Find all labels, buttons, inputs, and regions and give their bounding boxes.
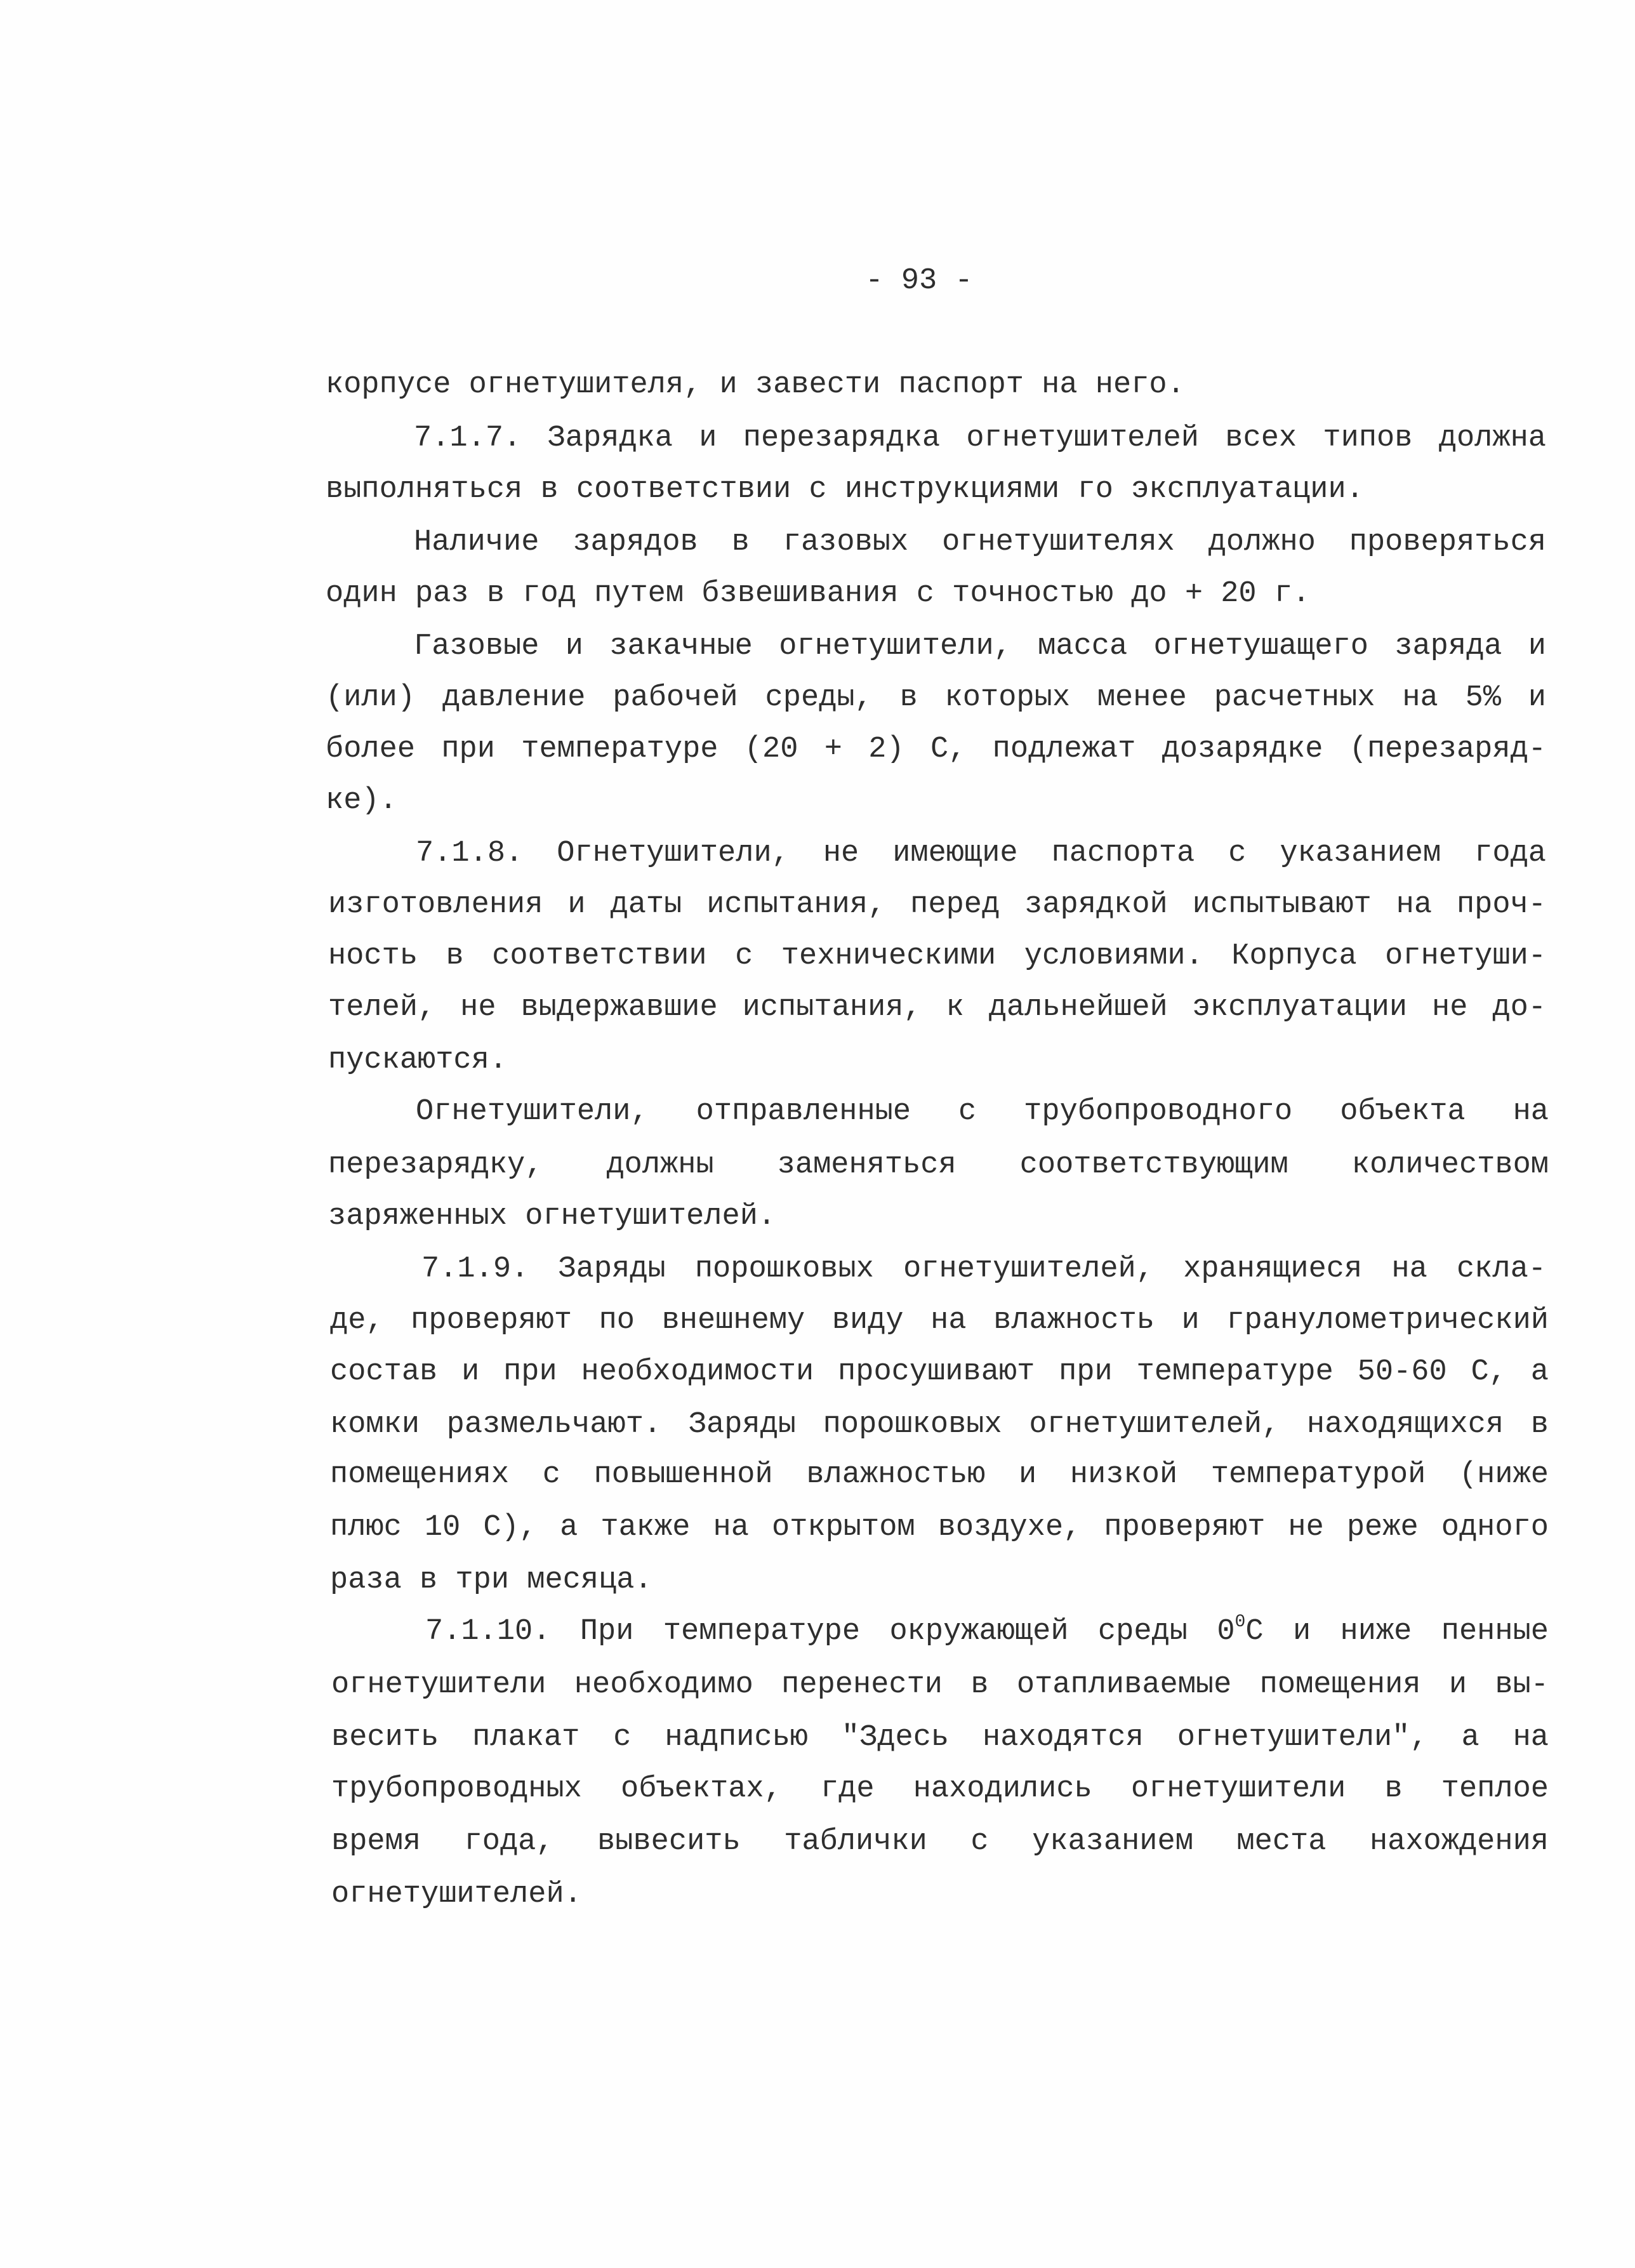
text-line: [425, 1614, 1549, 1650]
text-line: весить плакат с надписью "Здесь находятся огнетушители", а на: [331, 1721, 1549, 1754]
text-line: де, проверяют по внешнему виду на влажность и гранулометрический: [330, 1304, 1549, 1337]
text-line: выполняться в соответствии с инструкциями го эксплуатации.: [326, 473, 1364, 507]
text-line: состав и при необходимости просушивают при температуре 50-60 С, а: [330, 1355, 1549, 1389]
text-line: перезарядку, должны заменяться соответствующим количеством: [328, 1148, 1549, 1182]
text-line: ность в соответствии с техническими условиями. Корпуса огнетуши-: [328, 939, 1546, 973]
text-line: пускаются.: [328, 1044, 508, 1077]
text-line: Огнетушители, отправленные с трубопроводного объекта на: [416, 1095, 1549, 1129]
text-line: один раз в год путем бзвешивания с точностью до + 20 г.: [326, 577, 1311, 611]
text-line: Газовые и закачные огнетушители, масса огнетушащего заряда и: [414, 630, 1546, 663]
text-line: 7.1.7. Зарядка и перезарядка огнетушителей всех типов должна: [414, 421, 1546, 455]
page-number: - 93 -: [865, 264, 973, 298]
text-line: телей, не выдержавшие испытания, к дальнейшей эксплуатации не до-: [328, 991, 1546, 1025]
degree-superscript: 0: [1235, 1612, 1246, 1632]
text-line: огнетушители необходимо перенести в отапливаемые помещения и вы-: [331, 1668, 1549, 1702]
text-line: Наличие зарядов в газовых огнетушителях должно проверяться: [414, 526, 1546, 559]
text-line: 7.1.9. Заряды порошковых огнетушителей, хранящиеся на скла-: [421, 1252, 1546, 1286]
text-line: помещениях с повышенной влажностью и низкой температурой (ниже: [330, 1458, 1549, 1492]
text-line: комки размельчают. Заряды порошковых огнетушителей, находящихся в: [330, 1408, 1549, 1442]
text-line: время года, вывесить таблички с указанием места нахождения: [331, 1825, 1549, 1859]
text-line: (или) давление рабочей среды, в которых менее расчетных на 5% и: [326, 681, 1546, 715]
text-line: огнетушителей.: [331, 1878, 582, 1911]
text-segment: 7.1.10. При температуре окружающей среды 0: [425, 1615, 1235, 1648]
text-line: 7.1.8. Огнетушители, не имеющие паспорта с указанием года: [416, 837, 1546, 870]
text-line: раза в три месяца.: [330, 1563, 652, 1597]
text-line: ке).: [326, 784, 397, 818]
text-line: плюс 10 С), а также на открытом воздухе, проверяют не реже одного: [330, 1511, 1549, 1544]
text-line: более при температуре (20 + 2) С, подлежат дозарядке (перезаряд-: [326, 733, 1546, 766]
text-segment: С и ниже пенные: [1245, 1615, 1549, 1648]
text-line: трубопроводных объектах, где находились огнетушители в теплое: [331, 1772, 1549, 1806]
text-line: корпусе огнетушителя, и завести паспорт на него.: [326, 368, 1185, 402]
text-line: изготовления и даты испытания, перед зарядкой испытывают на проч-: [328, 888, 1546, 922]
text-line: заряженных огнетушителей.: [328, 1200, 776, 1233]
